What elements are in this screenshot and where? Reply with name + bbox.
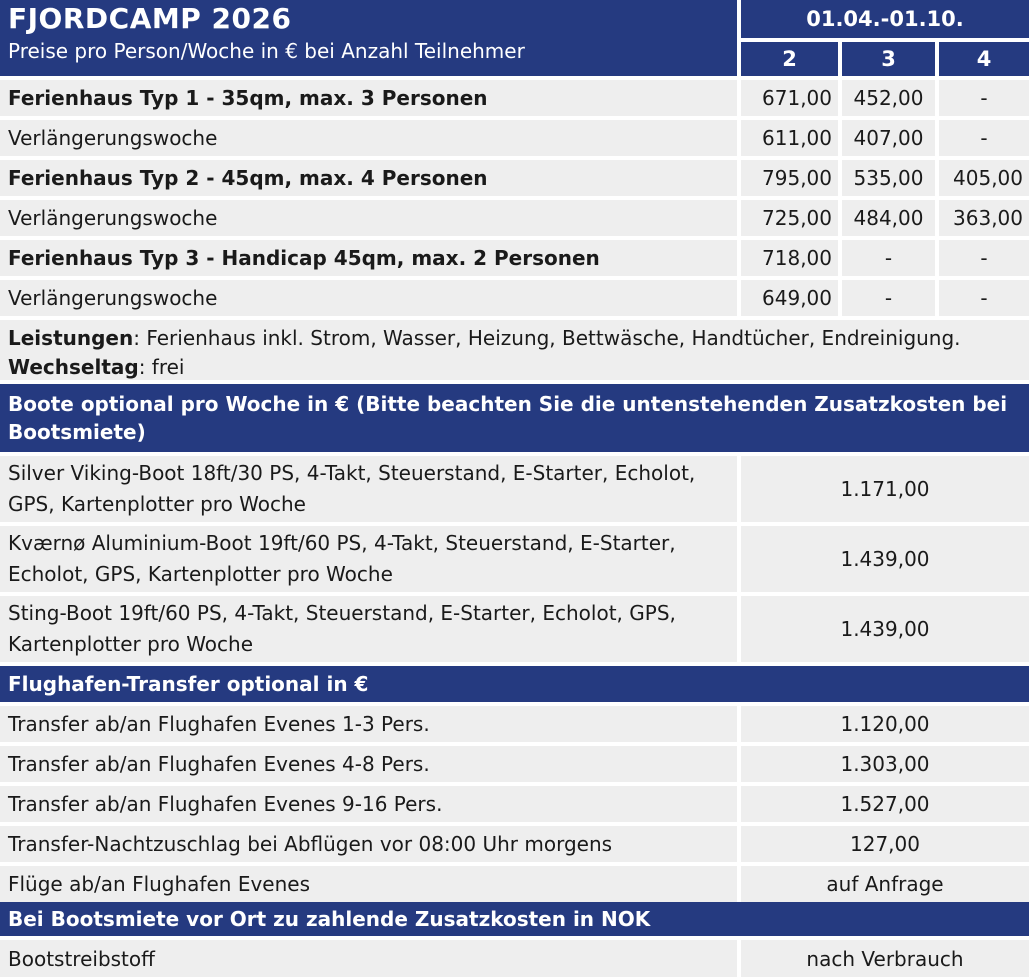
transfer-price: auf Anfrage: [741, 866, 1029, 902]
price-cell: -: [939, 280, 1029, 316]
season-header: 01.04.-01.10.: [741, 0, 1029, 38]
column-header-4: 4: [939, 42, 1029, 76]
price-cell: 405,00: [939, 160, 1029, 196]
page-subtitle: Preise pro Person/Woche in € bei Anzahl Teilnehmer: [8, 39, 525, 63]
price-cell: 484,00: [842, 200, 935, 236]
transfer-price: 1.303,00: [741, 746, 1029, 782]
house-row-label: Verlängerungswoche: [0, 120, 737, 156]
price-cell: -: [939, 80, 1029, 116]
boat-price: 1.439,00: [741, 526, 1029, 592]
house-row-label: Ferienhaus Typ 3 - Handicap 45qm, max. 2 Personen: [0, 240, 737, 276]
transfer-row-label: Transfer ab/an Flughafen Evenes 1-3 Pers.: [0, 706, 737, 742]
transfer-price: 1.527,00: [741, 786, 1029, 822]
house-row-label: Ferienhaus Typ 2 - 45qm, max. 4 Personen: [0, 160, 737, 196]
boat-price: 1.171,00: [741, 456, 1029, 522]
page-title: FJORDCAMP 2026: [8, 2, 292, 35]
transfer-row-label: Transfer-Nachtzuschlag bei Abflügen vor 08:00 Uhr morgens: [0, 826, 737, 862]
boat-row-label: Silver Viking-Boot 18ft/30 PS, 4-Takt, Steuerstand, E-Starter, Echolot, GPS, Kartenplotter pro Woche: [0, 456, 737, 522]
column-header-2: 2: [741, 42, 838, 76]
price-cell: -: [939, 120, 1029, 156]
price-cell: 725,00: [741, 200, 838, 236]
transfer-row-label: Flüge ab/an Flughafen Evenes: [0, 866, 737, 902]
transfer-price: 1.120,00: [741, 706, 1029, 742]
house-row-label: Ferienhaus Typ 1 - 35qm, max. 3 Personen: [0, 80, 737, 116]
price-cell: 452,00: [842, 80, 935, 116]
leistungen-label: Leistungen: [8, 326, 134, 350]
price-cell: 649,00: [741, 280, 838, 316]
transfer-row-label: Transfer ab/an Flughafen Evenes 9-16 Pers.: [0, 786, 737, 822]
house-row-label: Verlängerungswoche: [0, 200, 737, 236]
services-note: [0, 320, 1029, 380]
leistungen-text: : Ferienhaus inkl. Strom, Wasser, Heizung, Bettwäsche, Handtücher, Endreinigung.: [133, 326, 961, 350]
wechseltag-text: : frei: [138, 355, 185, 379]
price-cell: 535,00: [842, 160, 935, 196]
boat-row-label: Sting-Boot 19ft/60 PS, 4-Takt, Steuerstand, E-Starter, Echolot, GPS, Kartenplotter pro Woche: [0, 596, 737, 662]
price-cell: -: [842, 280, 935, 316]
price-table-title-block: [0, 0, 737, 76]
extras-price: nach Verbrauch: [741, 940, 1029, 977]
house-row-label: Verlängerungswoche: [0, 280, 737, 316]
transfer-price: 127,00: [741, 826, 1029, 862]
price-cell: -: [939, 240, 1029, 276]
transfer-section-header: Flughafen-Transfer optional in €: [0, 666, 1029, 702]
price-cell: 611,00: [741, 120, 838, 156]
boat-price: 1.439,00: [741, 596, 1029, 662]
price-cell: 363,00: [939, 200, 1029, 236]
extras-section-header: Bei Bootsmiete vor Ort zu zahlende Zusatzkosten in NOK: [0, 902, 1029, 936]
boat-row-label: Kværnø Aluminium-Boot 19ft/60 PS, 4-Takt, Steuerstand, E-Starter, Echolot, GPS, Kartenplotter pro Woche: [0, 526, 737, 592]
price-cell: 795,00: [741, 160, 838, 196]
wechseltag-label: Wechseltag: [8, 355, 139, 379]
price-cell: 671,00: [741, 80, 838, 116]
price-cell: 718,00: [741, 240, 838, 276]
extras-row-label: Bootstreibstoff: [0, 940, 737, 977]
column-header-3: 3: [842, 42, 935, 76]
boats-section-header: Boote optional pro Woche in € (Bitte beachten Sie die untenstehenden Zusatzkosten bei Bootsmiete): [0, 384, 1029, 452]
price-cell: 407,00: [842, 120, 935, 156]
price-cell: -: [842, 240, 935, 276]
transfer-row-label: Transfer ab/an Flughafen Evenes 4-8 Pers.: [0, 746, 737, 782]
